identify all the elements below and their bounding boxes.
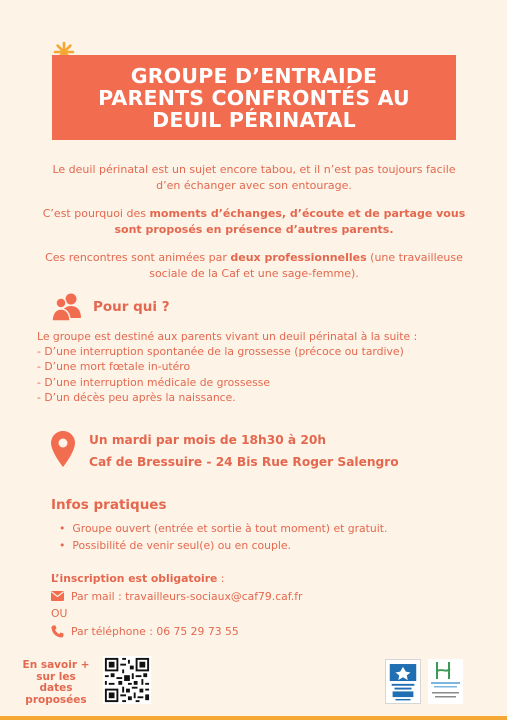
hospital-logo [428, 659, 463, 704]
contact-section [51, 570, 302, 640]
list-item: - D’un décès peu après la naissance. [37, 390, 236, 404]
intro-paragraph-1: Le deuil périnatal est un sujet encore tabou, et il n’est pas toujours facile d’en échanger avec son entourage. [52, 163, 456, 192]
mail-text: Par mail : travailleurs-sociaux@caf79.caf.fr [71, 589, 303, 603]
title-line-2: PARENTS CONFRONTÉS AU [98, 85, 410, 110]
for-who-heading: Pour qui ? [93, 299, 170, 315]
intro-paragraph-2: C’est pourquoi des moments d’échanges, d’écoute et de partage vous sont proposés en présence d’autres parents. [42, 207, 466, 236]
intro-paragraph-3: Ces rencontres sont animées par deux professionnelles (une travailleuse sociale de la Caf et une sage-femme). [45, 251, 463, 280]
meeting-info [51, 429, 399, 473]
page-title [98, 65, 410, 131]
more-info-text: En savoir + sur les dates proposées [22, 659, 90, 706]
meeting-schedule: Un mardi par mois de 18h30 à 20h [89, 433, 327, 447]
list-item: - D’une interruption médicale de grossesse [37, 375, 271, 389]
caf-logo [385, 659, 421, 704]
infos-heading: Infos pratiques [51, 497, 167, 513]
list-item: - D’une interruption spontanée de la grossesse (précoce ou tardive) [37, 345, 404, 359]
title-line-3: DEUIL PÉRINATAL [152, 107, 356, 132]
list-item: • Groupe ouvert (entrée et sortie à tout moment) et gratuit. [59, 520, 387, 537]
mail-contact[interactable] [51, 588, 302, 606]
phone-contact[interactable] [51, 623, 302, 641]
or-text: OU [51, 607, 68, 620]
for-who-section [37, 329, 477, 405]
infos-list [59, 520, 387, 554]
for-who-heading-row [51, 291, 170, 323]
for-who-text: Le groupe est destiné aux parents vivant un deuil périnatal à la suite : [37, 330, 418, 343]
people-icon [51, 291, 83, 323]
meeting-address: Caf de Bressuire - 24 Bis Rue Roger Salengro [89, 455, 399, 469]
phone-icon [51, 625, 64, 638]
title-line-1: GROUPE D’ENTRAIDE [130, 63, 378, 88]
bottom-bar [0, 716, 507, 720]
qr-code[interactable] [103, 656, 151, 704]
list-item: - D’une mort fœtale in-utéro [37, 360, 191, 374]
location-pin-icon [51, 431, 75, 467]
phone-text: Par téléphone : 06 75 29 73 55 [71, 624, 239, 638]
mail-icon [51, 591, 64, 601]
list-item: • Possibilité de venir seul(e) ou en couple. [59, 537, 387, 554]
intro-section [40, 162, 468, 294]
title-banner [52, 55, 456, 140]
registration-notice: L’inscription est obligatoire : [51, 572, 225, 585]
